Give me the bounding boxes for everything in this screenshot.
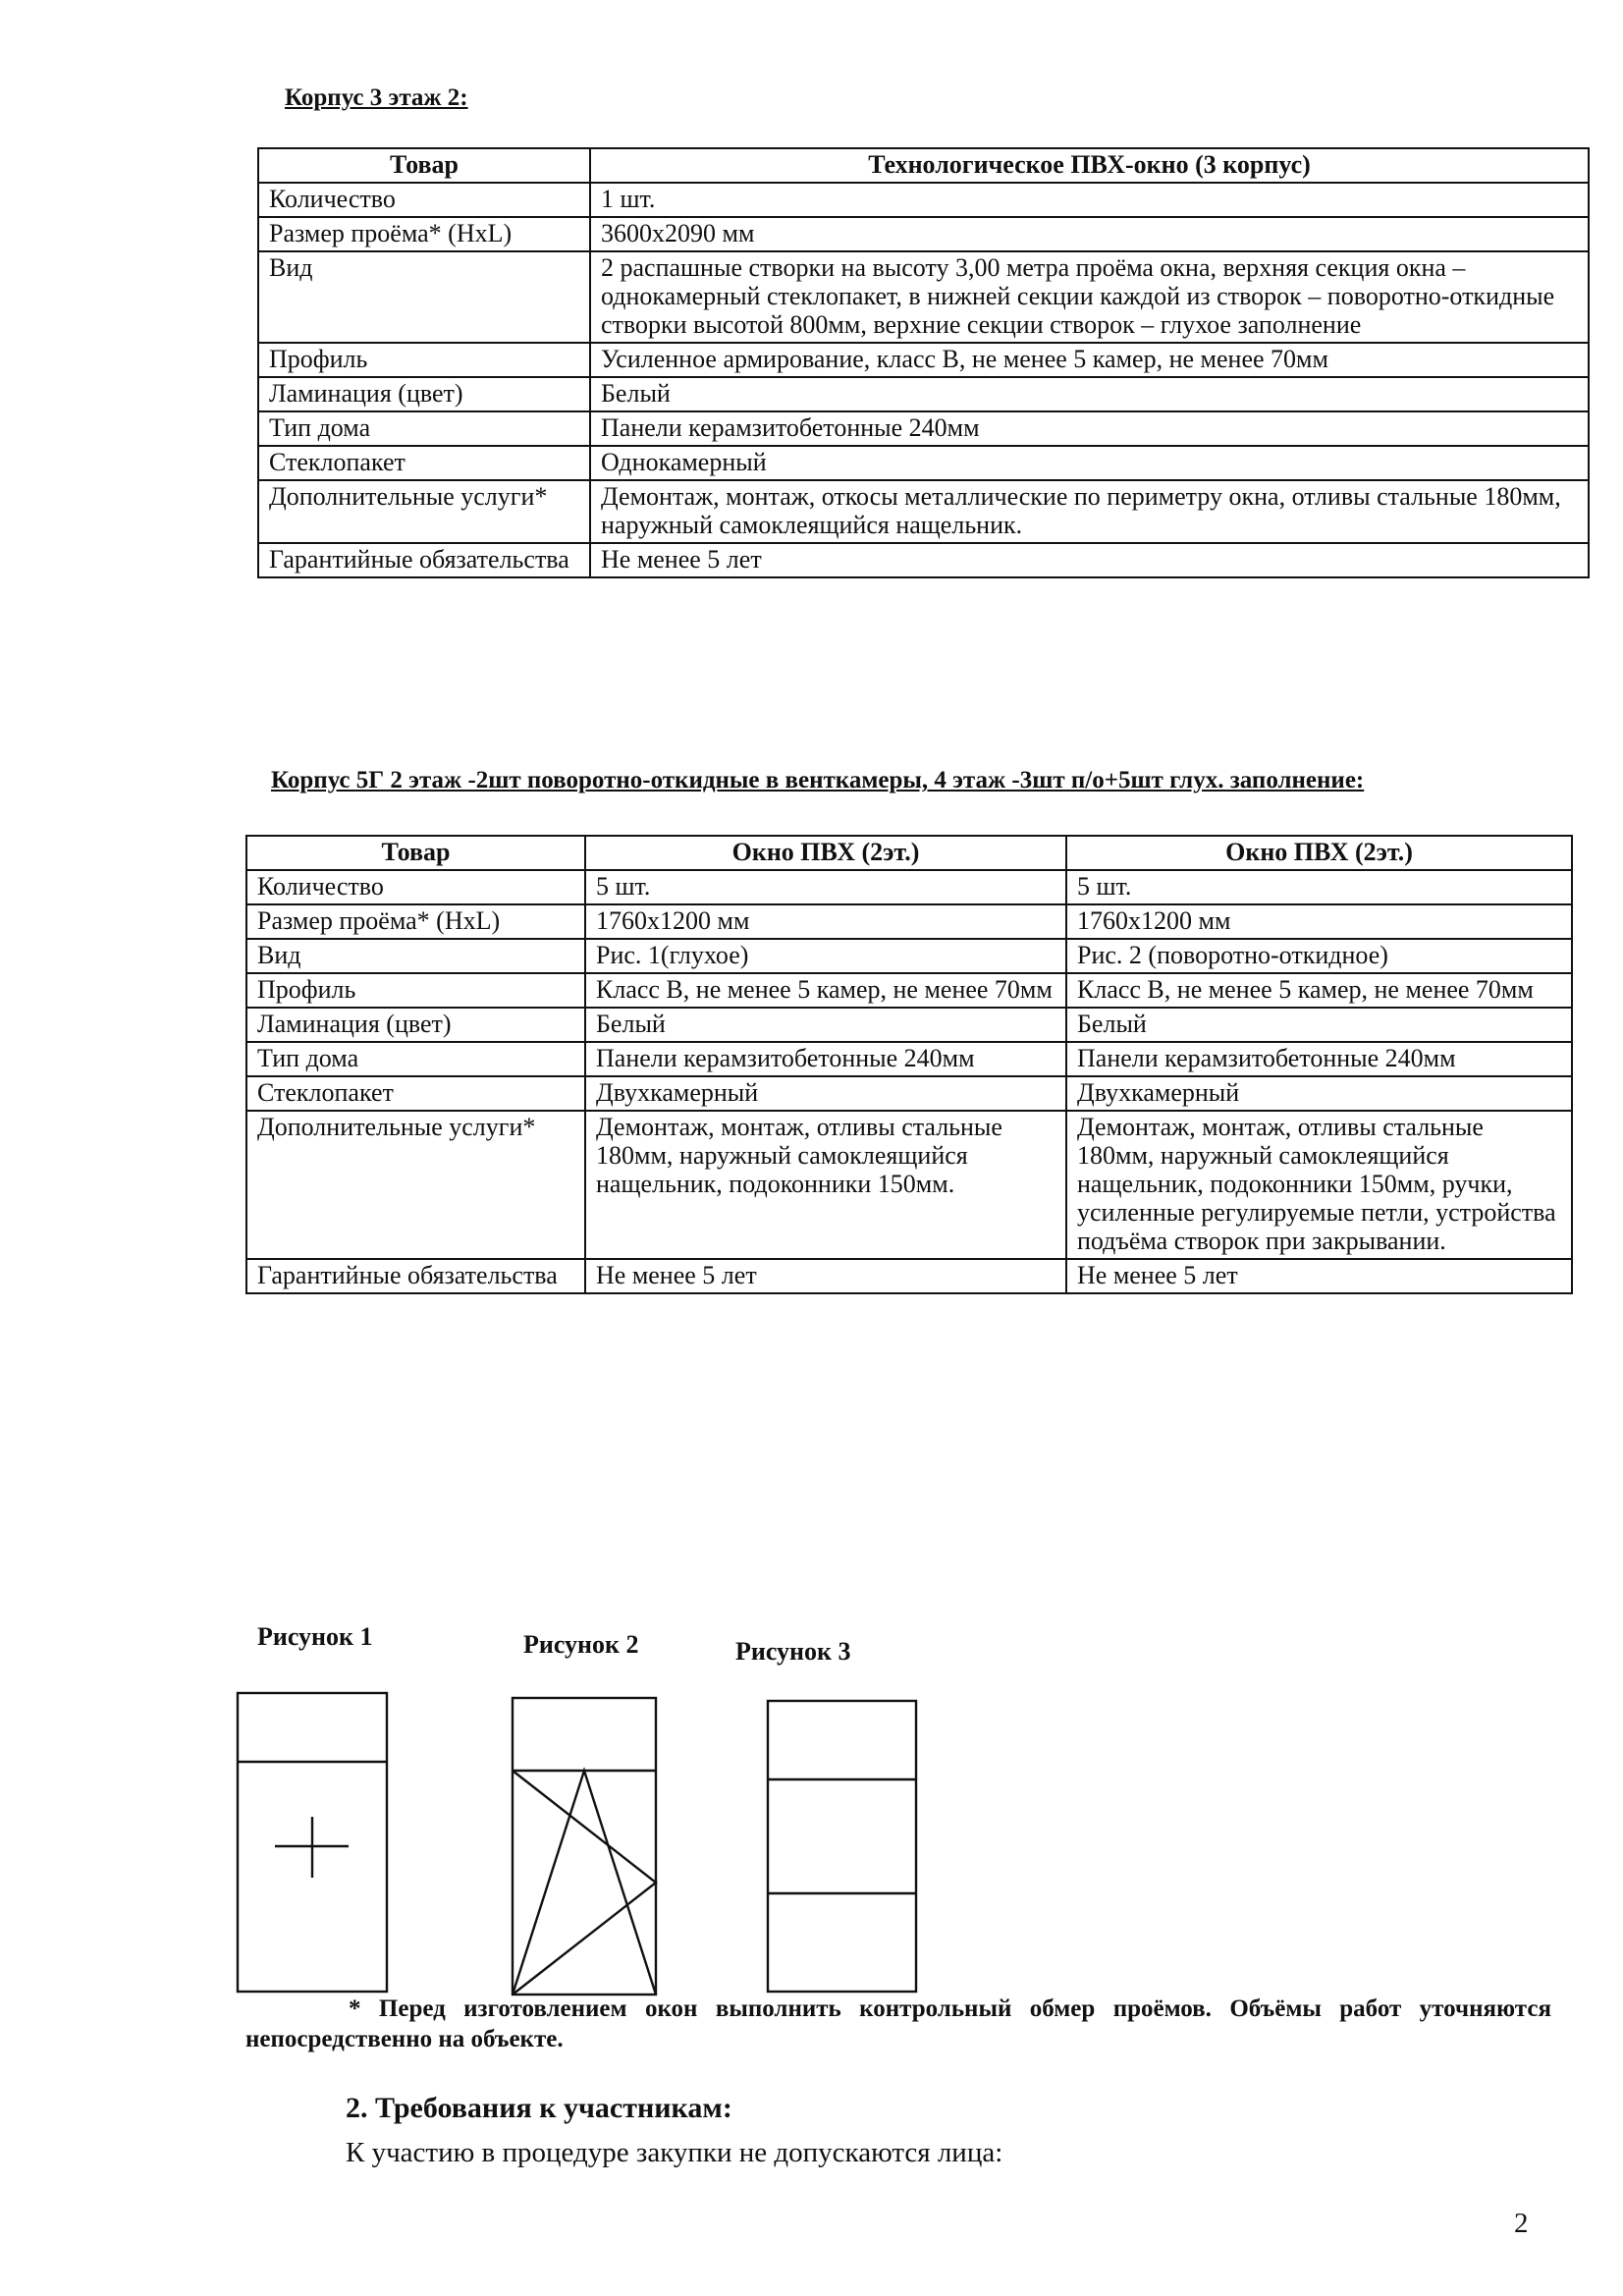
row-label: Ламинация (цвет) bbox=[258, 377, 590, 411]
row-label: Профиль bbox=[258, 343, 590, 377]
tilt-opening-lines bbox=[513, 1771, 656, 1995]
row-label: Количество bbox=[258, 183, 590, 217]
row-value: Белый bbox=[590, 377, 1589, 411]
row-value: Класс В, не менее 5 камер, не менее 70мм bbox=[1066, 973, 1572, 1008]
table-row bbox=[246, 870, 1572, 904]
row-label: Тип дома bbox=[246, 1042, 585, 1076]
row-value: Усиленное армирование, класс В, не менее 5 камер, не менее 70мм bbox=[590, 343, 1589, 377]
row-value: Панели керамзитобетонные 240мм bbox=[585, 1042, 1066, 1076]
header-cell: Технологическое ПВХ-окно (3 корпус) bbox=[590, 148, 1589, 183]
figure-1-label: Рисунок 1 bbox=[257, 1622, 373, 1651]
row-label: Вид bbox=[246, 939, 585, 973]
row-value: 2 распашные створки на высоту 3,00 метра проёма окна, верхняя секция окна – однокамерный стеклопакет, в нижней секции каждой из створок – поворотно-откидные створки высотой 800мм, верхние секции створок – глухое заполнение bbox=[590, 251, 1589, 343]
table-row bbox=[246, 1076, 1572, 1111]
row-label: Стеклопакет bbox=[258, 446, 590, 480]
section-heading-building-5g: Корпус 5Г 2 этаж -2шт поворотно-откидные в венткамеры, 4 этаж -3шт п/о+5шт глух. заполнение: bbox=[271, 767, 1365, 793]
row-value: Демонтаж, монтаж, отливы стальные 180мм, наружный самоклеящийся нащельник, подоконники 150мм, ручки, усиленные регулируемые петли, устройства подъёма створок при закрывании. bbox=[1066, 1111, 1572, 1259]
spec-table-building-5g bbox=[245, 835, 1573, 1294]
table-row bbox=[246, 973, 1572, 1008]
table-row bbox=[258, 480, 1589, 543]
figure-3-label: Рисунок 3 bbox=[735, 1637, 851, 1666]
row-value: Демонтаж, монтаж, откосы металлические по периметру окна, отливы стальные 180мм, наружный самоклеящийся нащельник. bbox=[590, 480, 1589, 543]
row-value: Панели керамзитобетонные 240мм bbox=[590, 411, 1589, 446]
header-cell: Товар bbox=[246, 836, 585, 870]
table-row bbox=[246, 1008, 1572, 1042]
page-number: 2 bbox=[1514, 2208, 1529, 2239]
row-value: Класс В, не менее 5 камер, не менее 70мм bbox=[585, 973, 1066, 1008]
row-value: 1760x1200 мм bbox=[585, 904, 1066, 939]
row-value: Рис. 2 (поворотно-откидное) bbox=[1066, 939, 1572, 973]
table-row bbox=[258, 543, 1589, 577]
row-value: Двухкамерный bbox=[585, 1076, 1066, 1111]
row-value: 3600x2090 мм bbox=[590, 217, 1589, 251]
table-row bbox=[246, 1042, 1572, 1076]
row-value: Однокамерный bbox=[590, 446, 1589, 480]
figure-1-fixed-window-drawing bbox=[236, 1691, 389, 1994]
table-header-row bbox=[246, 836, 1572, 870]
row-label: Количество bbox=[246, 870, 585, 904]
row-value: Белый bbox=[585, 1008, 1066, 1042]
table-row bbox=[258, 251, 1589, 343]
figure-3-three-section-window-drawing bbox=[766, 1699, 918, 1994]
row-value: Рис. 1(глухое) bbox=[585, 939, 1066, 973]
row-label: Ламинация (цвет) bbox=[246, 1008, 585, 1042]
row-value: 5 шт. bbox=[1066, 870, 1572, 904]
measurement-footnote: * Перед изготовлением окон выполнить контрольный обмер проёмов. Объёмы работ уточняются непосредственно на объекте. bbox=[245, 1995, 1551, 2052]
row-value: 1760x1200 мм bbox=[1066, 904, 1572, 939]
row-label: Гарантийные обязательства bbox=[246, 1259, 585, 1293]
header-cell: Окно ПВХ (2эт.) bbox=[585, 836, 1066, 870]
header-cell: Окно ПВХ (2эт.) bbox=[1066, 836, 1572, 870]
figure-2-label: Рисунок 2 bbox=[523, 1630, 639, 1659]
table-row bbox=[246, 1259, 1572, 1293]
section-title-requirements: 2. Требования к участникам: bbox=[346, 2092, 732, 2124]
row-label: Размер проёма* (HxL) bbox=[246, 904, 585, 939]
row-label: Тип дома bbox=[258, 411, 590, 446]
table-row bbox=[246, 939, 1572, 973]
section-text-requirements: К участию в процедуре закупки не допускаются лица: bbox=[346, 2137, 1003, 2168]
row-value: Не менее 5 лет bbox=[1066, 1259, 1572, 1293]
row-label: Дополнительные услуги* bbox=[246, 1111, 585, 1259]
table-row bbox=[258, 377, 1589, 411]
table-header-row bbox=[258, 148, 1589, 183]
row-value: 5 шт. bbox=[585, 870, 1066, 904]
row-value: Не менее 5 лет bbox=[590, 543, 1589, 577]
table-row bbox=[258, 343, 1589, 377]
row-value: Белый bbox=[1066, 1008, 1572, 1042]
turn-opening-lines bbox=[513, 1771, 656, 1995]
row-label: Размер проёма* (HxL) bbox=[258, 217, 590, 251]
row-value: Панели керамзитобетонные 240мм bbox=[1066, 1042, 1572, 1076]
table-row bbox=[258, 183, 1589, 217]
spec-table-building-3 bbox=[257, 147, 1590, 578]
table-row bbox=[258, 446, 1589, 480]
window-frame bbox=[768, 1701, 916, 1992]
row-label: Профиль bbox=[246, 973, 585, 1008]
row-label: Стеклопакет bbox=[246, 1076, 585, 1111]
table-row bbox=[258, 411, 1589, 446]
row-label: Гарантийные обязательства bbox=[258, 543, 590, 577]
figure-2-tilt-turn-window-drawing bbox=[511, 1696, 658, 1996]
table-row bbox=[246, 904, 1572, 939]
row-label: Дополнительные услуги* bbox=[258, 480, 590, 543]
row-label: Вид bbox=[258, 251, 590, 343]
table-row bbox=[246, 1111, 1572, 1259]
window-frame bbox=[513, 1698, 656, 1995]
row-value: Двухкамерный bbox=[1066, 1076, 1572, 1111]
row-value: Демонтаж, монтаж, отливы стальные 180мм, наружный самоклеящийся нащельник, подоконники 150мм. bbox=[585, 1111, 1066, 1259]
row-value: Не менее 5 лет bbox=[585, 1259, 1066, 1293]
section-heading-building-3: Корпус 3 этаж 2: bbox=[285, 84, 468, 111]
row-value: 1 шт. bbox=[590, 183, 1589, 217]
table-row bbox=[258, 217, 1589, 251]
header-cell: Товар bbox=[258, 148, 590, 183]
